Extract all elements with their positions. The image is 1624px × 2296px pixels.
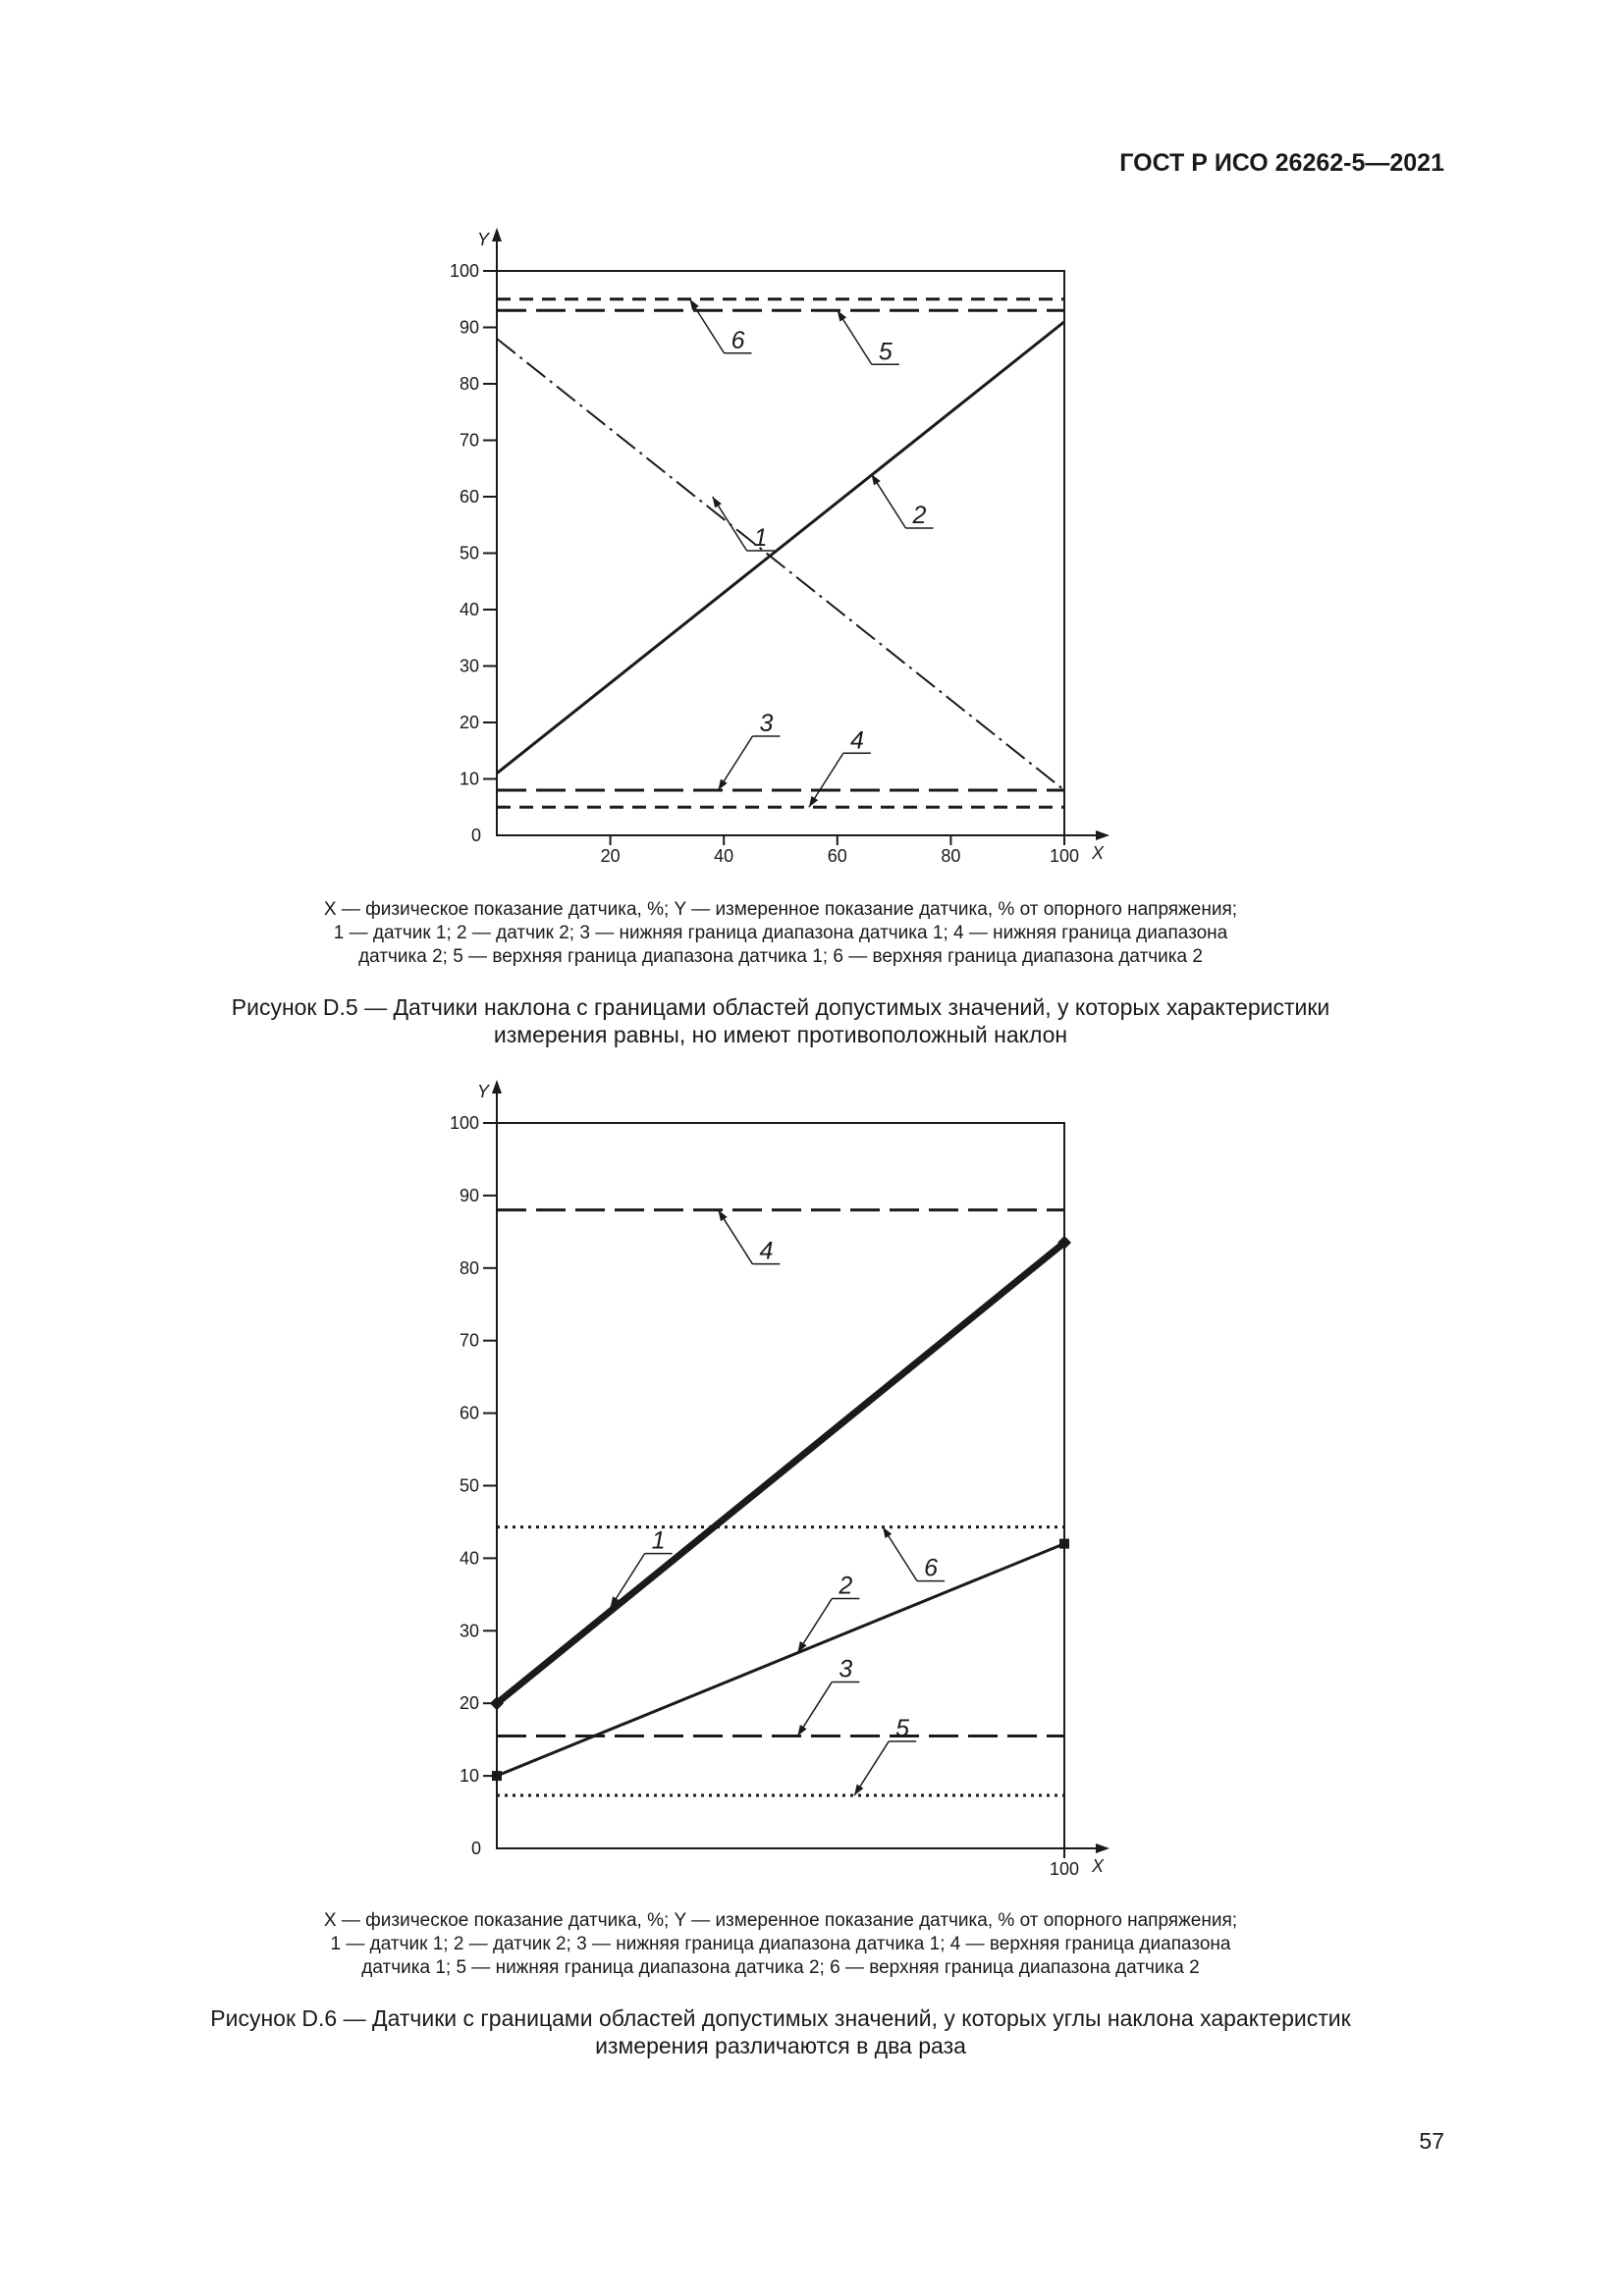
caption-line: Рисунок D.5 — Датчики наклона с границами областей допустимых значений, у которых характеристики — [231, 994, 1330, 1020]
callout-5-arrowhead — [854, 1785, 863, 1795]
callout-5-label: 5 — [878, 338, 893, 366]
legend-line: датчика 2; 5 — верхняя граница диапазона датчика 1; 6 — верхняя граница диапазона датчика 2 — [358, 946, 1203, 967]
series-2-marker — [1059, 1539, 1069, 1549]
y-tick-label: 10 — [459, 1766, 479, 1787]
figure-d6-legend — [147, 1909, 1414, 1980]
callout-2-label: 2 — [912, 502, 927, 529]
y-tick-label: 50 — [459, 543, 479, 563]
x-tick-label: 40 — [714, 846, 734, 866]
series-1-line — [497, 1243, 1064, 1703]
y-axis-label: Y — [477, 1082, 490, 1101]
callout-2-label: 2 — [839, 1572, 853, 1600]
caption-line: Рисунок D.6 — Датчики с границами областей допустимых значений, у которых углы наклона характеристик — [210, 2005, 1351, 2031]
callout-6-label: 6 — [731, 326, 745, 354]
callout-4-label: 4 — [759, 1237, 774, 1265]
y-tick-label: 100 — [449, 261, 479, 281]
x-tick-label: 100 — [1049, 1859, 1080, 1879]
legend-line: датчика 1; 5 — нижняя граница диапазона датчика 2; 6 — верхняя граница диапазона датчика 2 — [361, 1957, 1200, 1978]
callout-6-label: 6 — [924, 1554, 938, 1582]
callout-1-label: 1 — [651, 1526, 666, 1555]
x-tick-label: 100 — [1049, 846, 1080, 866]
y-tick-label: 90 — [459, 317, 479, 338]
callout-1-label: 1 — [753, 524, 768, 552]
y-tick-label: 70 — [459, 430, 479, 451]
callout-3-label: 3 — [759, 710, 774, 737]
y-tick-label: 40 — [459, 1548, 479, 1569]
callout-5-label: 5 — [895, 1715, 910, 1743]
legend-line: X — физическое показание датчика, %; Y — измеренное показание датчика, % от опорного напряжения; — [323, 899, 1238, 920]
y-tick-label: 30 — [459, 656, 479, 676]
y-tick-label: 30 — [459, 1621, 479, 1641]
legend-line: 1 — датчик 1; 2 — датчик 2; 3 — нижняя граница диапазона датчика 1; 4 — верхняя граница диапазона — [330, 1934, 1231, 1954]
y-tick-label: 100 — [449, 1113, 479, 1133]
y-tick-label: 50 — [459, 1475, 479, 1496]
y-tick-label: 70 — [459, 1330, 479, 1351]
y-tick-label: 80 — [459, 374, 479, 394]
x-tick-label: 60 — [827, 846, 847, 866]
x-axis-label: X — [1092, 843, 1105, 863]
x-axis-arrow — [1096, 1843, 1110, 1853]
callout-6-arrowhead — [883, 1527, 892, 1538]
caption-line: измерения равны, но имеют противоположный наклон — [493, 1022, 1068, 1047]
x-tick-label: 80 — [941, 846, 961, 866]
figure-d6-caption — [118, 2004, 1443, 2059]
x-tick-label: 20 — [600, 846, 621, 866]
caption-line: измерения различаются в два раза — [595, 2033, 966, 2058]
y-axis-label: Y — [477, 230, 490, 249]
y-tick-label: 60 — [459, 487, 479, 507]
y-axis-arrow — [492, 1080, 502, 1094]
legend-line: 1 — датчик 1; 2 — датчик 2; 3 — нижняя граница диапазона датчика 1; 4 — нижняя граница диапазона — [333, 923, 1228, 943]
y-tick-label: 10 — [459, 769, 479, 789]
origin-label: 0 — [470, 826, 481, 845]
document-header: ГОСТ Р ИСО 26262-5—2021 — [1119, 149, 1444, 177]
y-tick-label: 20 — [459, 1693, 479, 1714]
callout-4-label: 4 — [849, 726, 864, 755]
page-number: 57 — [1419, 2128, 1444, 2154]
y-tick-label: 40 — [459, 600, 479, 619]
legend-line: X — физическое показание датчика, %; Y — измеренное показание датчика, % от опорного напряжения; — [323, 1910, 1238, 1931]
y-tick-label: 90 — [459, 1185, 479, 1205]
y-tick-label: 20 — [459, 713, 479, 732]
callout-3-label: 3 — [839, 1655, 853, 1683]
y-tick-label: 80 — [459, 1257, 479, 1278]
x-axis-label: X — [1092, 1856, 1105, 1876]
y-tick-label: 60 — [459, 1403, 479, 1423]
callout-4-arrowhead — [718, 1210, 727, 1221]
series-2-line — [497, 1544, 1064, 1776]
series-2-marker — [492, 1771, 502, 1781]
callout-3-arrowhead — [797, 1725, 806, 1735]
origin-label: 0 — [470, 1839, 481, 1858]
